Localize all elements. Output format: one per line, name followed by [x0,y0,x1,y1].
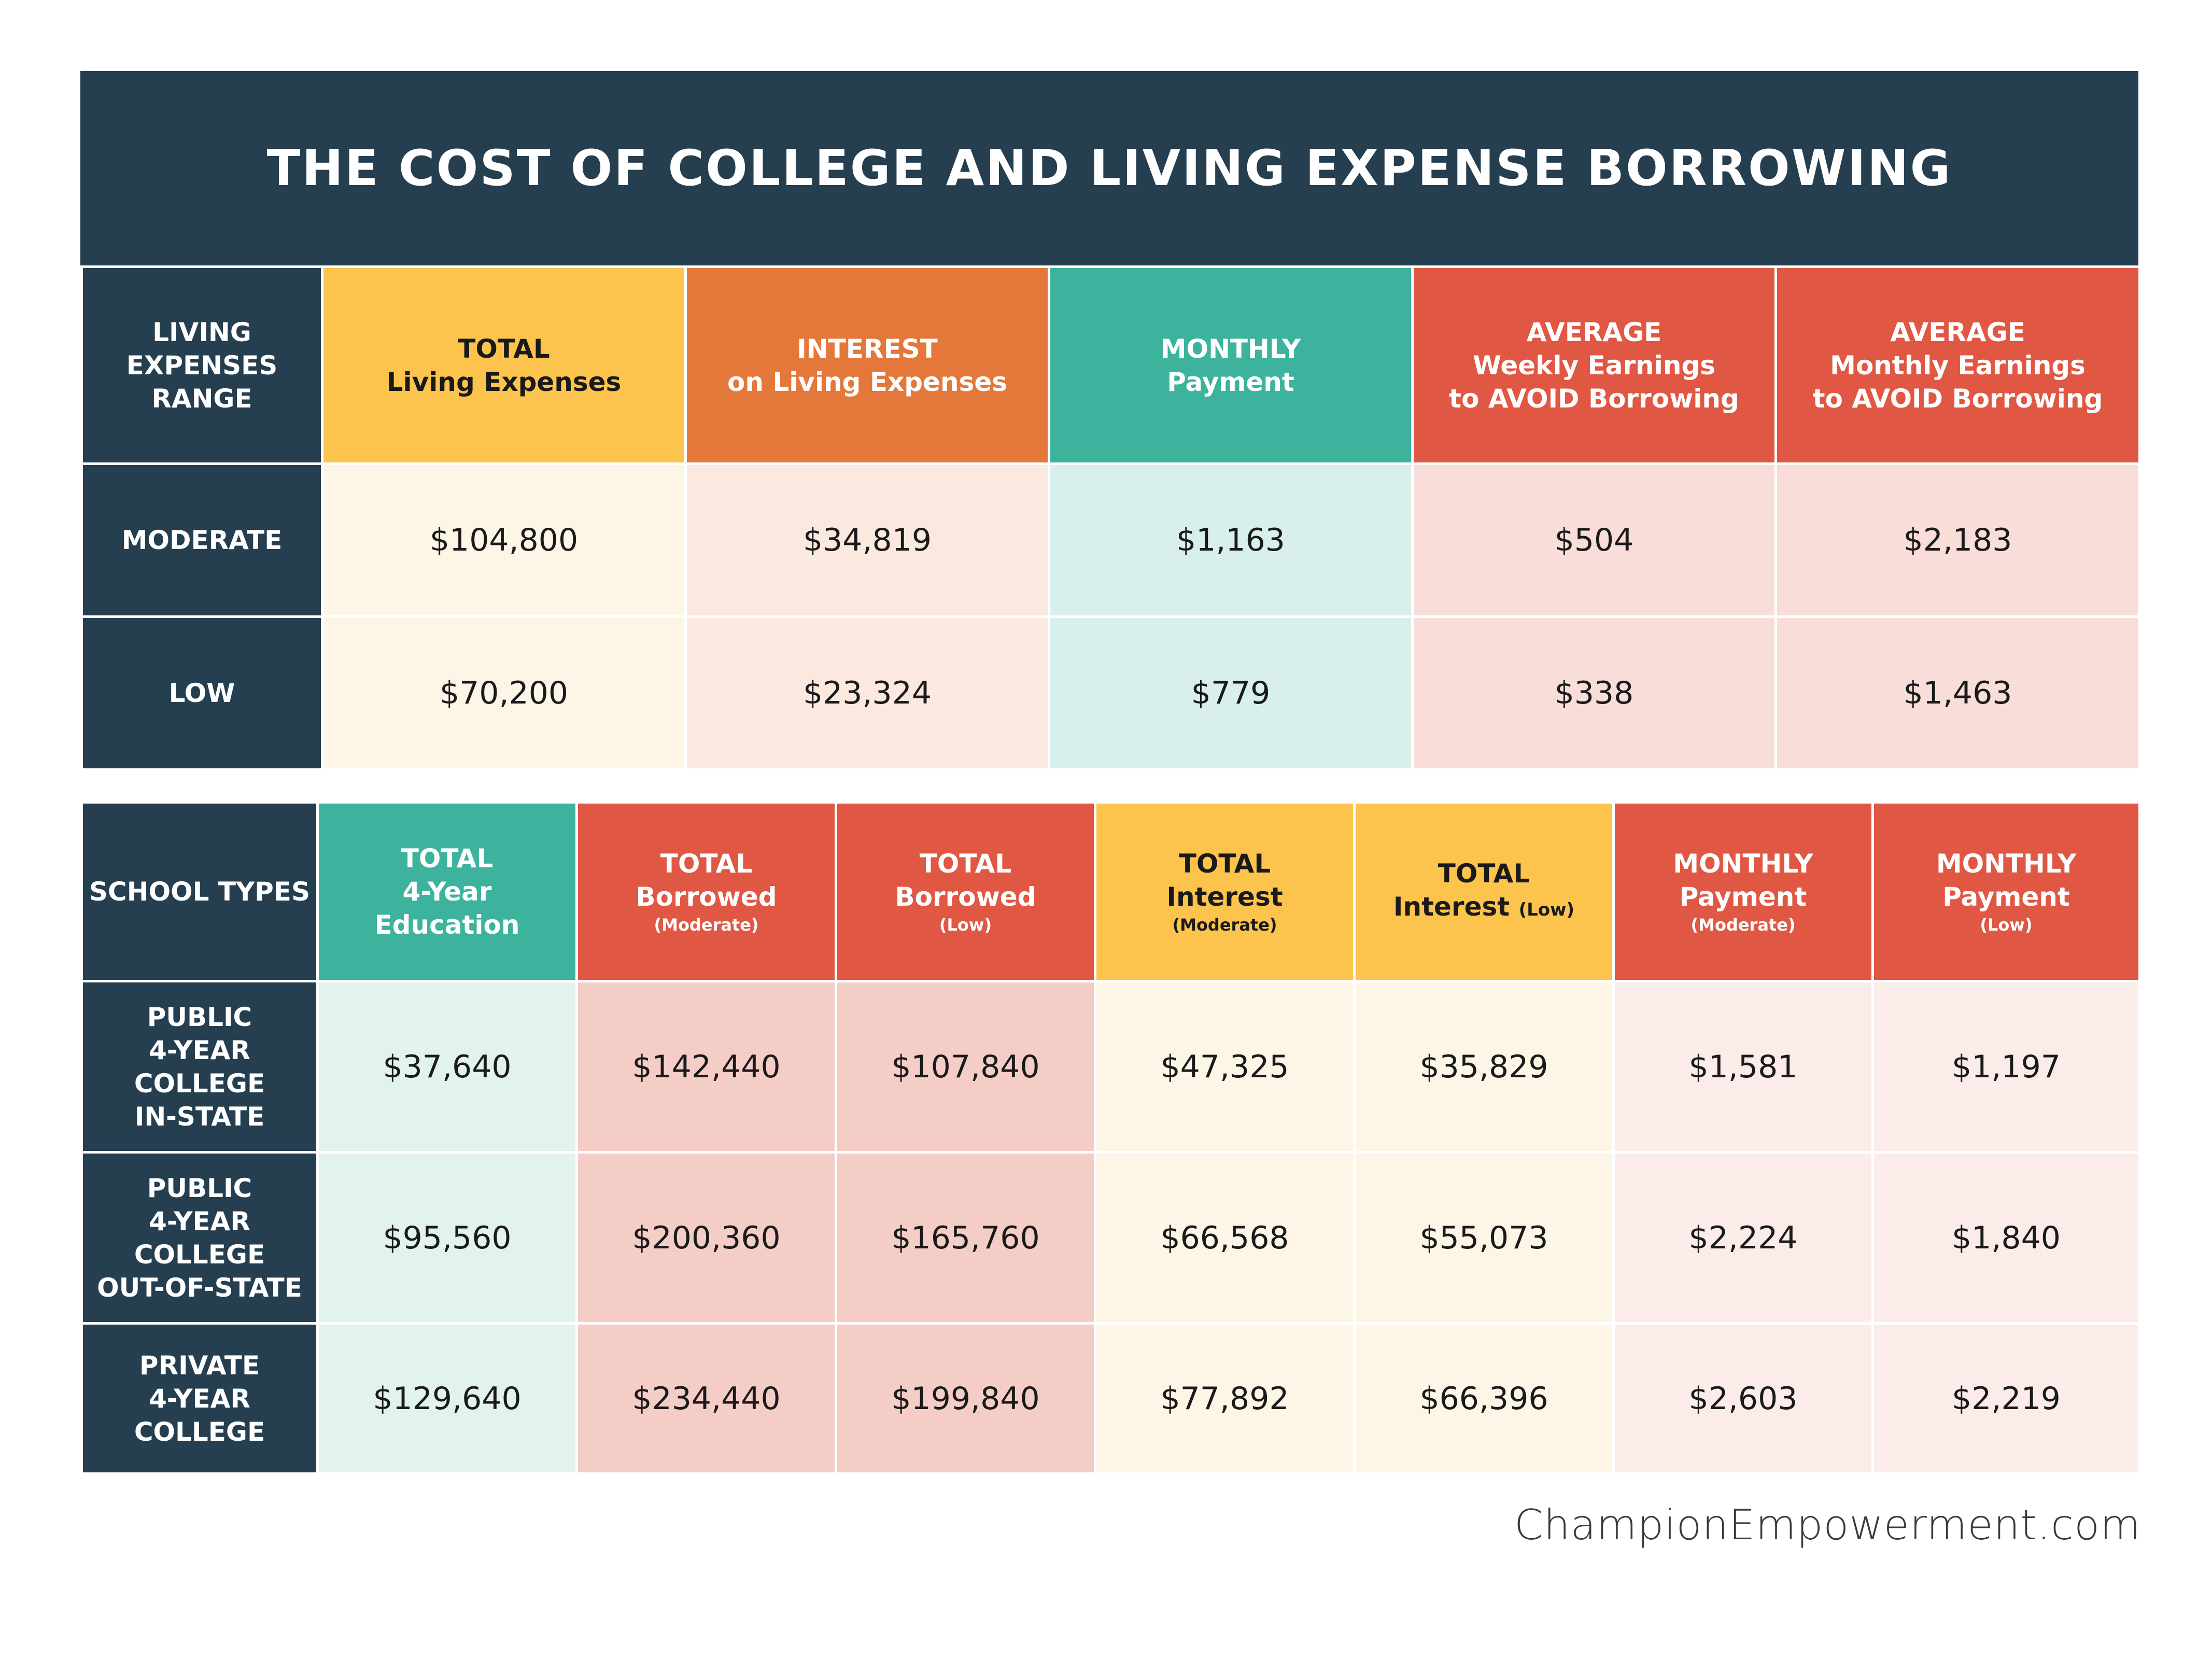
header-interest-living-expenses [686,267,1049,464]
header-line: on Living Expenses [727,367,1007,397]
header-line: to AVOID Borrowing [1449,383,1739,414]
row-label-line: COLLEGE [134,1239,265,1270]
cell-weekly-earnings: $504 [1413,464,1776,617]
header-line: LIVING [152,317,251,347]
header-line: TOTAL [919,849,1012,879]
cell-interest-low: $35,829 [1355,981,1614,1152]
header-line: Weekly Earnings [1472,350,1716,381]
row-label-public-out-of-state [82,1152,318,1324]
living-header-row [82,267,2140,464]
cell-monthly-payment: $779 [1049,617,1413,770]
header-total-borrowed-low [836,803,1095,981]
table-row [82,464,2140,617]
header-monthly-payment-moderate [1614,803,1873,981]
row-label-line: 4-YEAR [149,1206,250,1236]
cell-total-living-expenses: $104,800 [322,464,686,617]
schools-header-row [82,803,2140,981]
header-line: TOTAL [1438,859,1530,889]
row-label-line: 4-YEAR [149,1035,250,1065]
cell-payment-low: $1,840 [1873,1152,2140,1324]
cell-payment-moderate: $2,603 [1614,1324,1873,1474]
cell-borrowed-low: $199,840 [836,1324,1095,1474]
living-expenses-table [80,265,2141,771]
header-line: Interest [1166,882,1283,912]
header-line: AVERAGE [1890,317,2025,347]
header-monthly-payment [1049,267,1413,464]
title-banner [80,71,2138,265]
header-line: MONTHLY [1936,849,2077,879]
header-total-interest-low [1355,803,1614,981]
cell-interest: $23,324 [686,617,1049,770]
header-line: RANGE [151,383,252,414]
cell-monthly-payment: $1,163 [1049,464,1413,617]
cell-borrowed-moderate: $142,440 [577,981,836,1152]
header-line: Monthly Earnings [1830,350,2086,381]
header-subtext: (Moderate) [1172,915,1277,935]
header-total-borrowed-moderate [577,803,836,981]
header-line: to AVOID Borrowing [1812,383,2103,414]
header-total-living-expenses [322,267,686,464]
header-subtext: (Low) [1980,915,2033,935]
cell-total-education: $129,640 [318,1324,577,1474]
cell-monthly-earnings: $1,463 [1776,617,2140,770]
row-label-line: PUBLIC [147,1002,252,1032]
table-row [82,617,2140,770]
header-subtext: (Moderate) [654,915,759,935]
row-label-line: PUBLIC [147,1173,252,1203]
header-total-4-year-education [318,803,577,981]
header-subtext: (Low) [1518,899,1575,920]
cell-total-living-expenses: $70,200 [322,617,686,770]
header-line: TOTAL [401,843,494,874]
header-line: 4-Year [402,877,492,907]
header-subtext: (Low) [939,915,992,935]
row-label-line: IN-STATE [134,1101,265,1132]
row-label-line: OUT-OF-STATE [97,1272,302,1303]
row-label-line: PRIVATE [139,1350,260,1381]
header-line: Payment [1679,882,1807,912]
cell-borrowed-moderate: $200,360 [577,1152,836,1324]
cell-interest-low: $66,396 [1355,1324,1614,1474]
school-types-table [80,801,2141,1475]
header-line: TOTAL [1178,849,1271,879]
header-average-weekly-earnings [1413,267,1776,464]
cell-interest-moderate: $66,568 [1095,1152,1355,1324]
cell-payment-low: $2,219 [1873,1324,2140,1474]
row-label-line: COLLEGE [134,1068,265,1099]
row-label-line: COLLEGE [134,1416,265,1447]
cell-payment-moderate: $1,581 [1614,981,1873,1152]
table-row [82,1152,2140,1324]
header-line: EXPENSES [126,350,278,381]
header-line: Payment [1942,882,2070,912]
cell-interest-moderate: $47,325 [1095,981,1355,1152]
header-line: Education [374,910,520,940]
header-total-interest-moderate [1095,803,1355,981]
header-line: TOTAL [660,849,753,879]
cell-payment-low: $1,197 [1873,981,2140,1152]
cell-monthly-earnings: $2,183 [1776,464,2140,617]
cell-total-education: $95,560 [318,1152,577,1324]
table-row [82,1324,2140,1474]
cell-interest-low: $55,073 [1355,1152,1614,1324]
cell-interest: $34,819 [686,464,1049,617]
page-title: THE COST OF COLLEGE AND LIVING EXPENSE BORROWING [266,139,1952,197]
cell-payment-moderate: $2,224 [1614,1152,1873,1324]
header-line: INTEREST [797,333,938,364]
row-label-moderate: MODERATE [82,464,322,617]
header-line: MONTHLY [1673,849,1813,879]
header-line: MONTHLY [1160,333,1301,364]
header-line: Interest [1393,892,1510,922]
header-average-monthly-earnings [1776,267,2140,464]
row-label-public-in-state [82,981,318,1152]
header-line: Payment [1167,367,1294,397]
header-school-types: SCHOOL TYPES [82,803,318,981]
row-label-private [82,1324,318,1474]
header-line: Borrowed [895,882,1036,912]
row-label-line: 4-YEAR [149,1383,250,1414]
header-monthly-payment-low [1873,803,2140,981]
header-line: Living Expenses [386,367,622,397]
row-label-low: LOW [82,617,322,770]
header-living-expenses-range [82,267,322,464]
footer-website: ChampionEmpowerment.com [1514,1501,2141,1549]
table-row [82,981,2140,1152]
header-line: AVERAGE [1526,317,1662,347]
cell-borrowed-low: $165,760 [836,1152,1095,1324]
header-subtext: (Moderate) [1690,915,1796,935]
cell-weekly-earnings: $338 [1413,617,1776,770]
cell-interest-moderate: $77,892 [1095,1324,1355,1474]
cell-borrowed-low: $107,840 [836,981,1095,1152]
cell-borrowed-moderate: $234,440 [577,1324,836,1474]
header-line: TOTAL [458,333,550,364]
header-line: Borrowed [636,882,777,912]
cell-total-education: $37,640 [318,981,577,1152]
